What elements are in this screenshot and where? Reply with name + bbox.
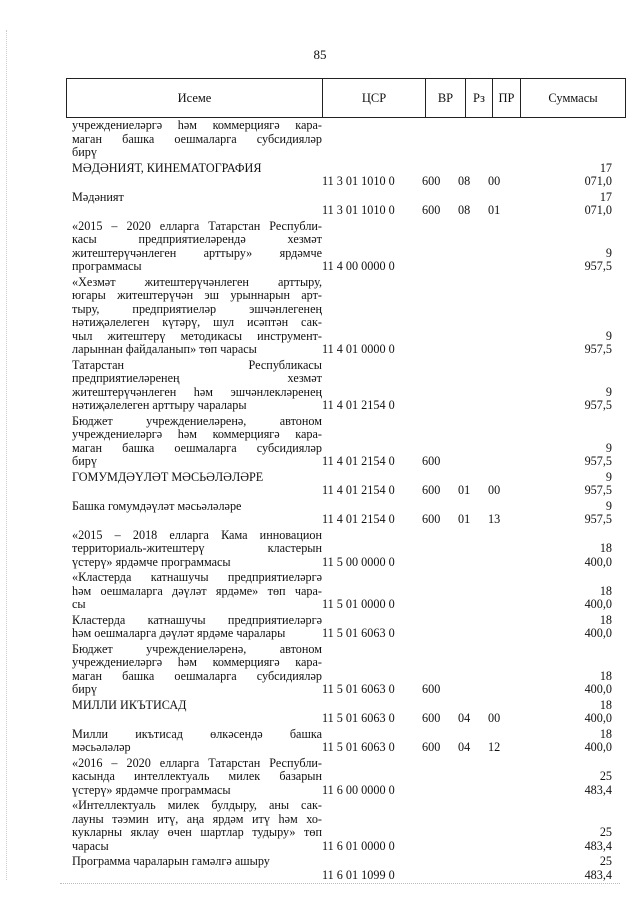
row-codes: [322, 556, 580, 570]
row-codes: [322, 175, 580, 189]
row-vr: 600: [422, 483, 441, 497]
row-pr: [488, 784, 516, 798]
row-rz: 04: [458, 740, 471, 754]
row-rz: [458, 784, 488, 798]
row-rz: [458, 627, 488, 641]
row-vr: 600: [422, 740, 441, 754]
row-pr: 13: [488, 512, 501, 526]
row-name-line: предприятиеләренең хезмәт: [72, 371, 322, 385]
row-name-line: «Хезмәт житештерүчәнлеген арттыру,: [72, 274, 322, 289]
page-number: 85: [313, 47, 327, 62]
row-vr: [422, 840, 458, 854]
row-csr: 11 5 01 6063 0: [322, 711, 395, 725]
row-pr: [488, 683, 516, 697]
row-name-line: программасы: [72, 259, 142, 273]
row-vr: [422, 556, 458, 570]
row-name-line: учреждениеләргә һәм коммерциягә кара-: [72, 427, 322, 441]
row-vr: 600: [422, 454, 441, 468]
row-rz: [458, 556, 488, 570]
row-name-line: чарасы: [72, 838, 109, 853]
row-rz: [458, 260, 488, 274]
row-vr: 600: [422, 203, 441, 217]
row-name: [72, 614, 322, 641]
row-csr: 11 6 01 0000 0: [322, 838, 395, 853]
row-name-line: нәтиҗәлелеген күтәрү, шул исәптән сак-: [72, 315, 322, 329]
row-vr: [422, 399, 458, 413]
row-rz: [458, 598, 488, 612]
row-vr: 600: [422, 711, 441, 725]
row-codes: [322, 627, 580, 641]
table-row: [72, 799, 612, 853]
row-vr: [422, 598, 458, 612]
table-row: [72, 855, 612, 882]
row-csr: 11 4 01 2154 0: [322, 454, 395, 468]
row-name: [72, 855, 322, 882]
row-vr: [422, 784, 458, 798]
row-csr: 11 5 01 6063 0: [322, 682, 395, 696]
table-row: [72, 500, 612, 527]
row-name-line: «2016 – 2020 елларга Татарстан Республи-: [72, 755, 322, 770]
header-rz: Рз: [466, 79, 493, 117]
row-name: [72, 500, 322, 527]
row-sum: 25 483,4: [584, 854, 612, 882]
row-name: [72, 276, 322, 357]
row-name-line: бирү: [72, 145, 97, 159]
row-codes: [322, 683, 580, 697]
row-pr: [488, 260, 516, 274]
row-name: [72, 571, 322, 612]
row-name-line: сы: [72, 597, 86, 611]
row-name-line: бирү: [72, 682, 97, 696]
row-pr: 00: [488, 483, 501, 497]
row-vr: [422, 260, 458, 274]
row-sum: 18 400,0: [584, 726, 612, 754]
row-name-line: касында интеллектуаль милек базарын: [72, 769, 322, 783]
row-pr: 00: [488, 174, 501, 188]
row-rz: [458, 840, 488, 854]
header-vr: ВР: [426, 79, 466, 117]
row-pr: 12: [488, 740, 501, 754]
row-name: [72, 162, 322, 189]
row-rz: 01: [458, 483, 471, 497]
row-csr: 11 5 00 0000 0: [322, 554, 395, 569]
table-header: [66, 78, 626, 118]
row-sum: 9 957,5: [584, 498, 612, 526]
row-sum: 18 400,0: [584, 583, 612, 611]
row-name-line: үстерү» ярдәмче программасы: [72, 782, 231, 797]
row-csr: 11 4 01 0000 0: [322, 342, 395, 356]
row-vr: 600: [422, 174, 441, 188]
row-pr: [488, 556, 516, 570]
row-pr: [488, 598, 516, 612]
row-name: [72, 415, 322, 469]
row-sum: 9 957,5: [584, 384, 612, 412]
row-vr: [422, 343, 458, 357]
row-pr: 01: [488, 203, 501, 217]
row-sum: 25 483,4: [584, 825, 612, 853]
row-codes: [322, 741, 580, 755]
row-sum: 18 400,0: [584, 668, 612, 696]
row-pr: [488, 627, 516, 641]
row-name: [72, 728, 322, 755]
row-vr: 600: [422, 682, 441, 696]
table-row: [72, 119, 612, 160]
table-row: [72, 415, 612, 469]
row-name-line: учреждениеләргә һәм коммерциягә кара-: [72, 118, 322, 132]
row-name-line: кукларны яклау өчен шартлар тудыру» төп: [72, 825, 322, 839]
row-codes: [322, 484, 580, 498]
row-name: [72, 643, 322, 697]
row-name-line: ларыннан файдаланып» төп чарасы: [72, 342, 257, 356]
row-name-line: югары житештерүчән эш урыннарын арт-: [72, 288, 322, 302]
row-name-line: Бюджет учреждениеләренә, автоном: [72, 641, 322, 656]
row-name-line: ГОМУМДӘҮЛӘТ МӘСЬӘЛӘЛӘРЕ: [72, 469, 264, 484]
row-name: [72, 529, 322, 570]
row-rz: [458, 399, 488, 413]
row-name-line: учреждениеләргә һәм коммерциягә кара-: [72, 655, 322, 669]
row-name-line: Бюджет учреждениеләренә, автоном: [72, 413, 322, 428]
row-codes: [322, 260, 580, 274]
table-row: [72, 471, 612, 498]
row-codes: [322, 712, 580, 726]
row-vr: 600: [422, 512, 441, 526]
row-name-line: «Кластерда катнашучы предприятиеләргә: [72, 570, 322, 584]
row-codes: [322, 840, 580, 854]
row-name-line: Программа чараларын гамәлгә ашыру: [72, 854, 270, 868]
table-row: [72, 728, 612, 755]
row-name-line: маган башка оешмаларга субсидияләр: [72, 440, 322, 455]
table-row: [72, 614, 612, 641]
table-row: [72, 571, 612, 612]
row-pr: [488, 399, 516, 413]
row-rz: 04: [458, 711, 471, 725]
table-row: [72, 191, 612, 218]
row-sum: 9 957,5: [584, 328, 612, 356]
row-name: [72, 191, 322, 218]
row-pr: [488, 455, 516, 469]
row-name-line: чыл житештерү методикасы инструмент-: [72, 328, 322, 343]
row-name-line: касы предприятиеләрендә хезмәт: [72, 232, 322, 246]
scan-edge-marks: [6, 30, 7, 880]
row-rz: [458, 869, 488, 883]
row-name-line: тыру, предприятиеләр эшчәнлегенең: [72, 301, 322, 316]
row-csr: 11 5 01 0000 0: [322, 597, 395, 611]
row-pr: [488, 343, 516, 357]
row-csr: 11 4 01 2154 0: [322, 398, 395, 412]
row-sum: 18 400,0: [584, 697, 612, 725]
table-row: [72, 529, 612, 570]
row-sum: 25 483,4: [584, 769, 612, 797]
row-codes: [322, 204, 580, 218]
row-name-line: территориаль-житештерү кластерын: [72, 541, 322, 555]
row-name-line: лауны тәэмин итү, аңа ярдәм итү һәм хо-: [72, 811, 322, 826]
row-name-line: Милли икътисад өлкәсендә башка: [72, 726, 322, 741]
row-codes: [322, 784, 580, 798]
row-pr: [488, 869, 516, 883]
row-sum: 17 071,0: [584, 160, 612, 188]
row-pr: [488, 840, 516, 854]
row-rz: [458, 455, 488, 469]
row-name-line: һәм оешмаларга дәүләт ярдәме чаралары: [72, 626, 286, 640]
row-codes: [322, 598, 580, 612]
table-row: [72, 757, 612, 798]
row-sum: 9 957,5: [584, 440, 612, 468]
row-sum: 9 957,5: [584, 245, 612, 273]
row-name: [72, 220, 322, 274]
row-sum: 18 400,0: [584, 541, 612, 569]
row-codes: [322, 343, 580, 357]
row-csr: 11 4 00 0000 0: [322, 259, 395, 273]
table-row: [72, 162, 612, 189]
row-name-line: бирү: [72, 454, 97, 468]
row-sum: 9 957,5: [584, 469, 612, 497]
row-name: [72, 471, 322, 498]
row-csr: 11 3 01 1010 0: [322, 203, 395, 217]
row-rz: [458, 683, 488, 697]
row-codes: [322, 513, 580, 527]
row-name-line: үстерү» ярдәмче программасы: [72, 554, 231, 569]
row-name-line: «Интеллектуаль милек булдыру, аны сак-: [72, 798, 322, 812]
row-name-line: мәсьәләләр: [72, 740, 131, 754]
row-name-line: МИЛЛИ ИКЪТИСАД: [72, 697, 187, 712]
row-vr: [422, 627, 458, 641]
row-name-line: Кластерда катнашучы предприятиеләргә: [72, 612, 322, 627]
row-csr: 11 5 01 6063 0: [322, 740, 395, 754]
header-pr: ПР: [493, 79, 521, 117]
row-csr: 11 5 01 6063 0: [322, 626, 395, 640]
row-codes: [322, 869, 580, 883]
table-row: [72, 220, 612, 274]
row-name-line: МӘДӘНИЯТ, КИНЕМАТОГРАФИЯ: [72, 160, 262, 175]
row-sum: 18 400,0: [584, 612, 612, 640]
row-csr: 11 4 01 2154 0: [322, 483, 395, 497]
row-rz: [458, 343, 488, 357]
row-name-line: житештерүчәнлеген һәм эшчәнлекләренең: [72, 384, 322, 399]
row-csr: 11 6 01 1099 0: [322, 867, 395, 882]
header-csr: ЦСР: [323, 79, 426, 117]
row-vr: [422, 869, 458, 883]
row-rz: 08: [458, 203, 471, 217]
header-name: Исеме: [67, 79, 323, 117]
row-pr: 00: [488, 711, 501, 725]
header-sum: Суммасы: [548, 90, 598, 105]
row-csr: 11 3 01 1010 0: [322, 174, 395, 188]
scan-bottom-marks: [60, 883, 620, 884]
row-name-line: һәм оешмаларга дәүләт ярдәме» төп чара-: [72, 583, 322, 598]
row-rz: 01: [458, 512, 471, 526]
row-name: [72, 119, 322, 160]
table-row: [72, 643, 612, 697]
row-sum: 17 071,0: [584, 189, 612, 217]
row-name-line: Мәдәният: [72, 189, 124, 204]
row-name: [72, 799, 322, 853]
row-name-line: «2015 – 2020 елларга Татарстан Республи-: [72, 218, 322, 233]
budget-table-body: [72, 119, 612, 882]
table-row: [72, 359, 612, 413]
row-name-line: нәтиҗәлелеген арттыру чаралары: [72, 398, 247, 412]
row-codes: [322, 399, 580, 413]
row-name-line: житештерүчәнлеген арттыру» ярдәмче: [72, 245, 322, 260]
row-name: [72, 359, 322, 413]
row-name-line: «2015 – 2018 елларга Кама инновацион: [72, 527, 322, 542]
table-row: [72, 699, 612, 726]
row-name-line: Татарстан Республикасы: [72, 357, 322, 372]
row-name-line: маган башка оешмаларга субсидияләр: [72, 131, 322, 146]
row-name-line: маган башка оешмаларга субсидияләр: [72, 668, 322, 683]
row-name-line: Башка гомумдәүләт мәсьәләләре: [72, 498, 242, 513]
row-csr: 11 4 01 2154 0: [322, 512, 395, 526]
row-name: [72, 699, 322, 726]
row-codes: [322, 455, 580, 469]
row-rz: 08: [458, 174, 471, 188]
row-name: [72, 757, 322, 798]
table-row: [72, 276, 612, 357]
row-csr: 11 6 00 0000 0: [322, 782, 395, 797]
